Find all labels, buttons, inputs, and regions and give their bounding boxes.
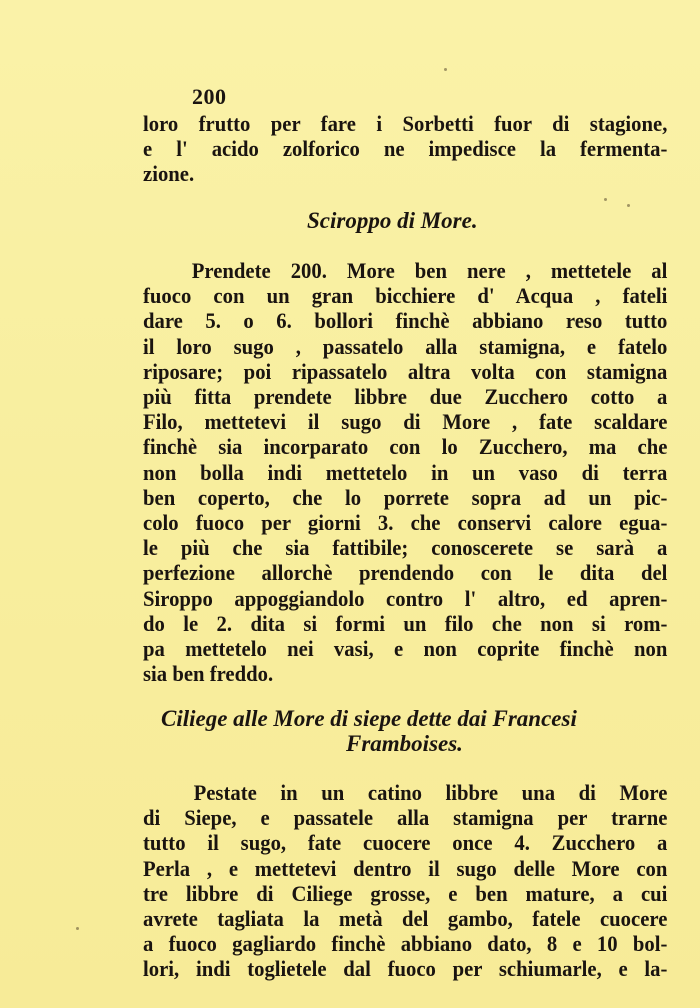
text-line: do le 2. dita si formi un filo che non si rom- — [143, 610, 668, 636]
text-line: pa mettetelo nei vasi, e non coprite finchè non — [143, 636, 668, 662]
section-ciliege-body — [143, 780, 667, 982]
intro-paragraph — [143, 111, 667, 187]
text-line: colo fuoco per giorni 3. che conservi calore egua- — [143, 510, 668, 536]
text-line: finchè sia incorparato con lo Zucchero, ma che — [143, 434, 668, 460]
text-line: più fitta prendete libbre due Zucchero cotto a — [143, 384, 668, 410]
text-line: ben coperto, che lo porrete sopra ad un pic- — [143, 484, 668, 510]
text-line: fuoco con un gran bicchiere d' Acqua , fateli — [143, 283, 668, 309]
text-line: perfezione allorchè prendendo con le dita del — [143, 560, 668, 586]
section-title-ciliege-cont: Framboises. — [346, 731, 463, 756]
section-title-ciliege: Ciliege alle More di siepe dette dai Francesi — [161, 706, 577, 731]
text-line: Siroppo appoggiandolo contro l' altro, ed apren- — [143, 585, 668, 611]
text-line: Prendete 200. More ben nere , mettetele al — [191, 258, 668, 283]
text-line: Perla , e mettetevi dentro il sugo delle More con — [143, 855, 668, 881]
ink-speck — [444, 68, 447, 71]
text-line: a fuoco gagliardo finchè abbiano dato, 8 e 10 bol- — [143, 931, 668, 957]
ink-speck — [76, 927, 79, 930]
text-line: loro frutto per fare i Sorbetti fuor di stagione, — [143, 111, 668, 136]
text-line: riposare; poi ripassatelo altra volta con stamigna — [143, 358, 668, 384]
section-sciroppo-body — [143, 258, 667, 686]
ink-speck — [627, 204, 630, 207]
text-line: e l' acido zolforico ne impedisce la fermenta- — [143, 136, 668, 162]
text-line: Pestate in un catino libbre una di More — [193, 780, 668, 805]
page-number: 200 — [192, 84, 227, 109]
section-title-sciroppo: Sciroppo di More. — [307, 208, 478, 233]
text-line: zione. — [143, 161, 195, 187]
text-line: il loro sugo , passatelo alla stamigna, e fatelo — [143, 333, 668, 359]
text-line: tutto il sugo, fate cuocere once 4. Zucchero a — [143, 830, 668, 856]
text-line: non bolla indi mettetelo in un vaso di terra — [143, 459, 668, 485]
text-line: lori, indi toglietele dal fuoco per schiumarle, e la- — [143, 956, 668, 982]
ink-speck — [604, 198, 607, 201]
text-line: di Siepe, e passatele alla stamigna per trarne — [143, 805, 668, 831]
text-line: dare 5. o 6. bollori finchè abbiano reso tutto — [143, 308, 668, 334]
text-line: avrete tagliata la metà del gambo, fatele cuocere — [143, 906, 668, 932]
text-line: tre libbre di Ciliege grosse, e ben mature, a cui — [143, 880, 668, 906]
text-line: le più che sia fattibile; conoscerete se sarà a — [143, 535, 668, 561]
text-line: sia ben freddo. — [143, 661, 274, 687]
text-line: Filo, mettetevi il sugo di More , fate scaldare — [143, 409, 668, 435]
